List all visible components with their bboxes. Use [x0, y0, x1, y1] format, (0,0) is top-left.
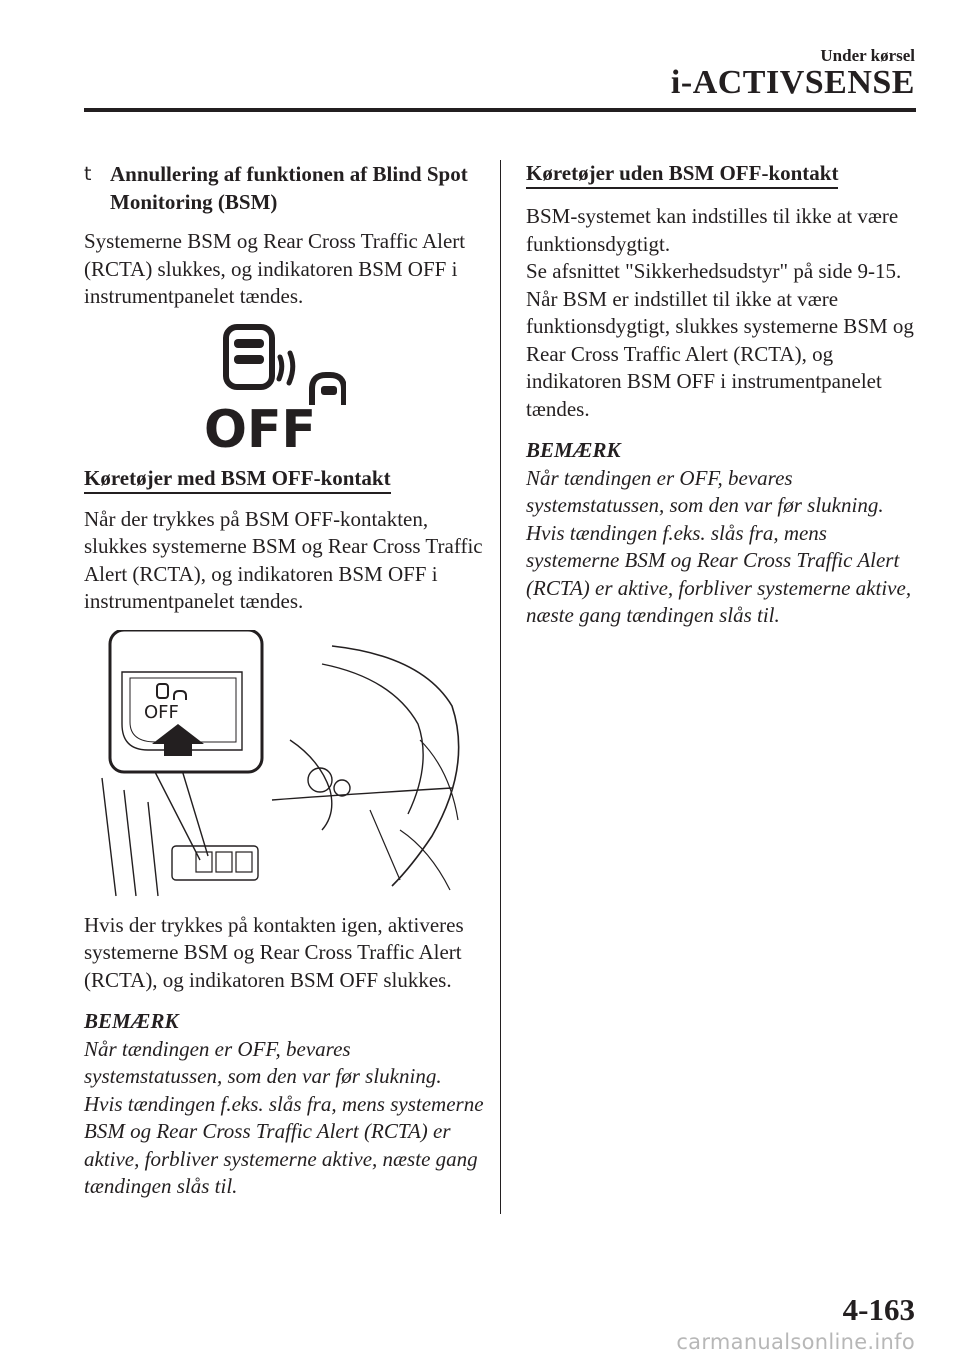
cancel-function-heading-text: Annullering af funktionen af Blind Spot Monitoring (BSM)	[110, 162, 468, 214]
reference-paragraph: Se afsnittet "Sikkerhedsudstyr" på side 9-15.	[526, 259, 902, 283]
steering-column	[290, 740, 332, 830]
chapter-title: i-ACTIVSENSE	[670, 64, 915, 101]
note-text: Når tændingen er OFF, bevares systemstatussen, som den var før slukning. Hvis tændingen f.eks. slås fra, mens systemerne BSM og Rear Cross Traffic Alert (RCTA) er aktive, forbliver systemerne aktive, næste gang tændingen slås til.	[84, 1036, 484, 1198]
note-label: BEMÆRK	[84, 1009, 179, 1033]
section-title: Under kørsel	[820, 46, 915, 65]
cancel-function-heading	[84, 160, 484, 216]
subheading-without-switch: Køretøjer uden BSM OFF-kontakt	[526, 160, 838, 189]
console-lines	[370, 740, 458, 890]
ignition-knob-inner	[334, 780, 350, 796]
note-text: Når tændingen er OFF, bevares systemstatussen, som den var før slukning. Hvis tændingen f.eks. slås fra, mens systemerne BSM og Rear Cross Traffic Alert (RCTA) er aktive, forbliver systemerne aktive, næste gang tændingen slås til.	[526, 465, 912, 627]
dashboard-panel-edge	[272, 788, 452, 800]
rear-window-lower	[234, 355, 264, 364]
radar-wave-inner	[279, 357, 282, 379]
bullet-marker: t	[84, 163, 92, 185]
press-again-paragraph: Hvis der trykkes på kontakten igen, aktiveres systemerne BSM og Rear Cross Traffic Alert (RCTA), og indikatoren BSM OFF slukkes.	[84, 912, 464, 992]
header-rule	[84, 108, 916, 112]
radar-wave-outer	[289, 353, 293, 383]
rear-window-upper	[234, 339, 264, 348]
watermark: carmanualsonline.info	[676, 1330, 915, 1354]
column-divider	[500, 160, 501, 1214]
switch-button-1	[196, 852, 212, 872]
car-side-window	[321, 386, 337, 395]
press-switch-paragraph: Når der trykkes på BSM OFF-kontakten, slukkes systemerne BSM og Rear Cross Traffic Alert (RCTA), og indikatoren BSM OFF i instrumentpanelet tændes.	[84, 506, 483, 613]
switch-off-label: OFF	[144, 701, 179, 723]
note-label: BEMÆRK	[526, 438, 621, 462]
right-column	[526, 160, 918, 630]
ignition-knob	[308, 768, 332, 792]
dashboard-switch-illustration	[100, 630, 470, 898]
off-label: OFF	[204, 399, 316, 451]
switch-button-3	[236, 852, 252, 872]
steering-wheel-inner	[322, 664, 423, 814]
disabled-paragraph: Når BSM er indstillet til ikke at være funktionsdygtigt, slukkes systemerne BSM og Rear Cross Traffic Alert (RCTA), og indikatoren BSM OFF i instrumentpanelet tændes.	[526, 286, 914, 421]
left-column	[84, 160, 484, 1201]
subheading-with-switch: Køretøjer med BSM OFF-kontakt	[84, 465, 391, 494]
settings-paragraph: BSM-systemet kan indstilles til ikke at være funktionsdygtigt.	[526, 204, 899, 256]
bsm-off-indicator-icon	[204, 323, 346, 451]
page-number: 4-163	[842, 1292, 915, 1327]
switch-cluster	[172, 846, 258, 880]
dashboard-line-1	[102, 778, 158, 896]
switch-button-2	[216, 852, 232, 872]
intro-paragraph: Systemerne BSM og Rear Cross Traffic Alert (RCTA) slukkes, og indikatoren BSM OFF i instrumentpanelet tændes.	[84, 229, 466, 308]
